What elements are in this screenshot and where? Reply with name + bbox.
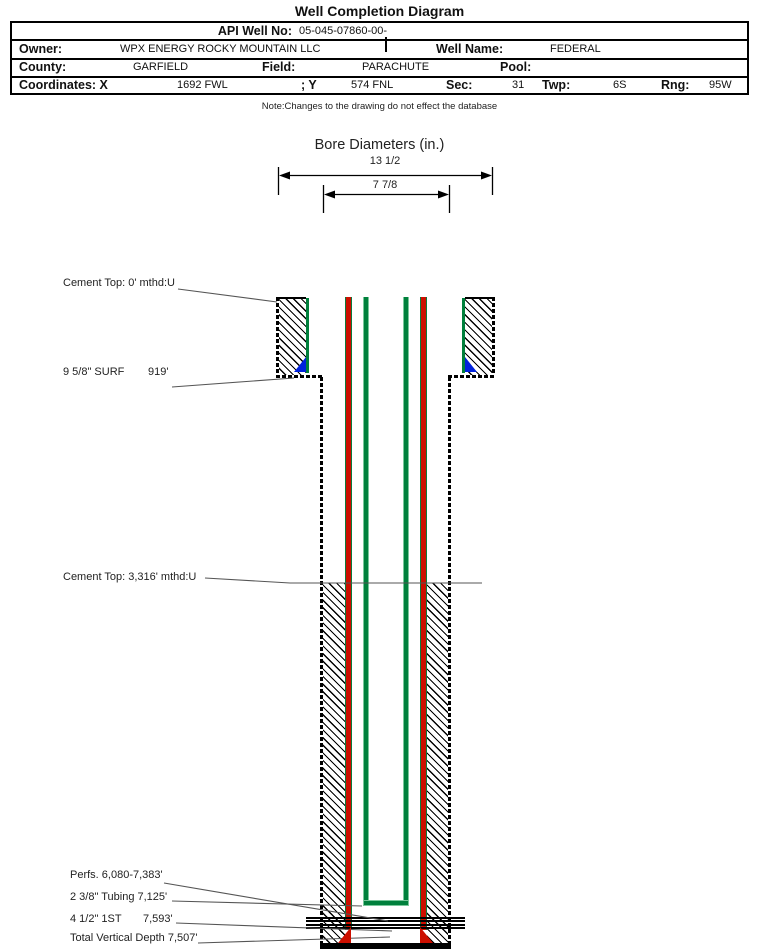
twp-value: 6S xyxy=(613,79,627,91)
pool-label: Pool: xyxy=(500,60,532,74)
total-vertical-depth-label: Total Vertical Depth 7,507' xyxy=(70,932,198,944)
surface-casing-label: 9 5/8" SURF xyxy=(63,366,125,378)
leader-total-depth xyxy=(198,937,390,943)
arrow-left-icon xyxy=(324,191,335,199)
owner-label: Owner: xyxy=(19,42,63,56)
database-note: Note:Changes to the drawing do not effect the database xyxy=(261,101,498,112)
well-name-label: Well Name: xyxy=(436,42,504,56)
page-title: Well Completion Diagram xyxy=(294,3,465,19)
outer-bore-diameter-label: 13 1/2 xyxy=(369,155,401,167)
inner-bore-diameter-label: 7 7/8 xyxy=(372,179,398,191)
leader-cement-top-surface xyxy=(178,289,277,302)
api-well-no-value: 05-045-07860-00- xyxy=(299,25,388,37)
leader-cement-top-production xyxy=(205,578,482,583)
api-well-no-label: API Well No: xyxy=(217,24,292,38)
arrow-left-icon xyxy=(279,172,290,180)
owner-value: WPX ENERGY ROCKY MOUNTAIN LLC xyxy=(120,43,321,55)
arrow-right-icon xyxy=(438,191,449,199)
cement-top-production-label: Cement Top: 3,316' mthd:U xyxy=(63,571,197,583)
coordinates-y-label: ; Y xyxy=(301,78,317,92)
tubing-label: 2 3/8" Tubing 7,125' xyxy=(70,891,168,903)
twp-label: Twp: xyxy=(542,78,571,92)
county-label: County: xyxy=(19,60,67,74)
sec-value: 31 xyxy=(512,79,525,91)
well-name-value: FEDERAL xyxy=(550,43,601,55)
perforations-label: Perfs. 6,080-7,383' xyxy=(70,869,163,881)
leader-tubing xyxy=(172,901,362,906)
production-casing-shoe-right-icon xyxy=(420,927,433,943)
county-value: GARFIELD xyxy=(133,61,189,73)
arrow-right-icon xyxy=(481,172,492,180)
cement-top-surface-label: Cement Top: 0' mthd:U xyxy=(63,277,175,289)
production-casing-label: 4 1/2" 1ST xyxy=(70,913,122,925)
coordinates-x-value: 1692 FWL xyxy=(177,79,228,91)
surface-casing-shoe-right-icon xyxy=(465,357,477,372)
production-casing-depth: 7,593' xyxy=(143,913,173,925)
coordinates-label: Coordinates: X xyxy=(19,78,108,92)
leader-surface-casing xyxy=(172,378,294,387)
sec-label: Sec: xyxy=(446,78,473,92)
surface-casing-shoe-left-icon xyxy=(294,357,306,372)
surface-casing-depth: 919' xyxy=(148,366,169,378)
coordinates-y-value: 574 FNL xyxy=(351,79,394,91)
rng-value: 95W xyxy=(709,79,732,91)
bore-diameters-title: Bore Diameters (in.) xyxy=(314,137,445,153)
leader-production-casing xyxy=(176,923,392,931)
field-value: PARACHUTE xyxy=(362,61,430,73)
field-label: Field: xyxy=(262,60,296,74)
rng-label: Rng: xyxy=(661,78,690,92)
